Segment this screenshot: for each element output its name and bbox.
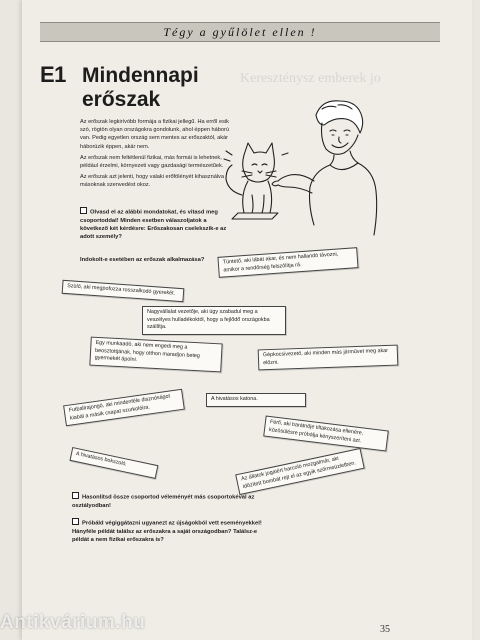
intro-paragraph: Az erőszak nem feltétlenül fizikai, más formái is lehetnek, például érzelmi, környezeti vagy gazdasági természetűek.	[80, 154, 224, 170]
statement-text: A hivatásos bokszoló.	[75, 450, 128, 468]
statement-text: Szülő, aki megpofozza rosszalkodó gyerekét.	[66, 283, 176, 297]
question-2-text: Indokolt-e esetében az erőszak alkalmazása?	[80, 257, 205, 263]
question-1-text: Olvasd el az alábbi mondatokat, és vitasd meg csoportoddal! Minden esetben válaszoljatok a következő két kérdésre: Erőszakosan cselekszik-e az adott személy?	[80, 209, 227, 241]
section-code: E1	[40, 62, 66, 87]
page-title	[82, 64, 199, 112]
intro-paragraph: Az erőszak azt jelenti, hogy valaki erőfölényét kihasználva másoknak szenvedést okoz.	[80, 174, 224, 189]
statement-text: Az állatok jogaiért harcoló mozgalmár, aki időzített bombát rejt el az egyik szőrmeüzletben.	[240, 455, 357, 490]
statement-text: Futballrajongó, aki mindenféle disznóságot kiabál a másik csapat szurkolóira.	[68, 393, 171, 422]
checkbox-icon	[72, 492, 79, 499]
question-1	[80, 207, 230, 242]
watermark: Antikvárium.hu	[0, 612, 146, 633]
footer-question-1-text: Hasonlítsd össze csoportod véleményét más csoportokéval az osztályodban!	[72, 494, 255, 509]
statement-text: Nagyvállalat vezetője, aki úgy szabadul meg a veszélyes hulladékoktól, hogy a fejlődő országokba szállítja.	[147, 309, 270, 331]
question-2	[80, 256, 230, 264]
footer-question-1	[72, 492, 262, 510]
footer-question-2	[72, 518, 262, 544]
statement-text: Egy munkaadó, aki nem engedi meg a beosztottjának, hogy otthon maradjon beteg gyermekét ápolni.	[94, 339, 201, 364]
statement-card	[206, 393, 306, 407]
footer-question-2-text: Próbáld végiggátazni ugyanezt az újságokból vett eseményekkel! Hányféle példát találsz az erőszakra a saját országodban? Találsz-e példát a nem fizikai erőszakra is?	[72, 520, 262, 544]
checkbox-icon	[80, 207, 87, 214]
page-number: 35	[380, 624, 390, 635]
title-line-2: erőszak	[82, 88, 161, 111]
statement-text: A hivatásos katona.	[211, 396, 258, 402]
intro-text	[80, 118, 230, 193]
statement-text: Gépkocsivezető, aki minden más járművet meg akar előzni.	[262, 347, 389, 366]
checkbox-icon	[72, 518, 79, 525]
statement-text: Tüntető, aki lábát akar, és nem hallandó távozni, amikor a rendőrség felszólítja rá.	[222, 251, 339, 274]
statement-card	[142, 306, 286, 335]
illustration-boy-with-cat	[218, 95, 388, 245]
bleed-through-text: Kereszténysz emberek jo	[240, 71, 381, 86]
intro-paragraph: Az erőszak legkirívóbb formája a fizikai jellegű. Ha erről esik szó, rögtön olyan országokra gondolunk, ahol éppen háború van. Pedig egyetlen ország sem mentes az erőszaktól, akár háborúzik éppen, akár nem.	[80, 119, 229, 150]
title-line-1: Mindennapi	[82, 64, 199, 87]
page-banner: Tégy a gyűlölet ellen !	[40, 22, 440, 42]
statement-text: Férfi, aki barátnője tiltakozása ellenére, közösülésre próbálja kényszeríteni azt.	[268, 419, 364, 444]
